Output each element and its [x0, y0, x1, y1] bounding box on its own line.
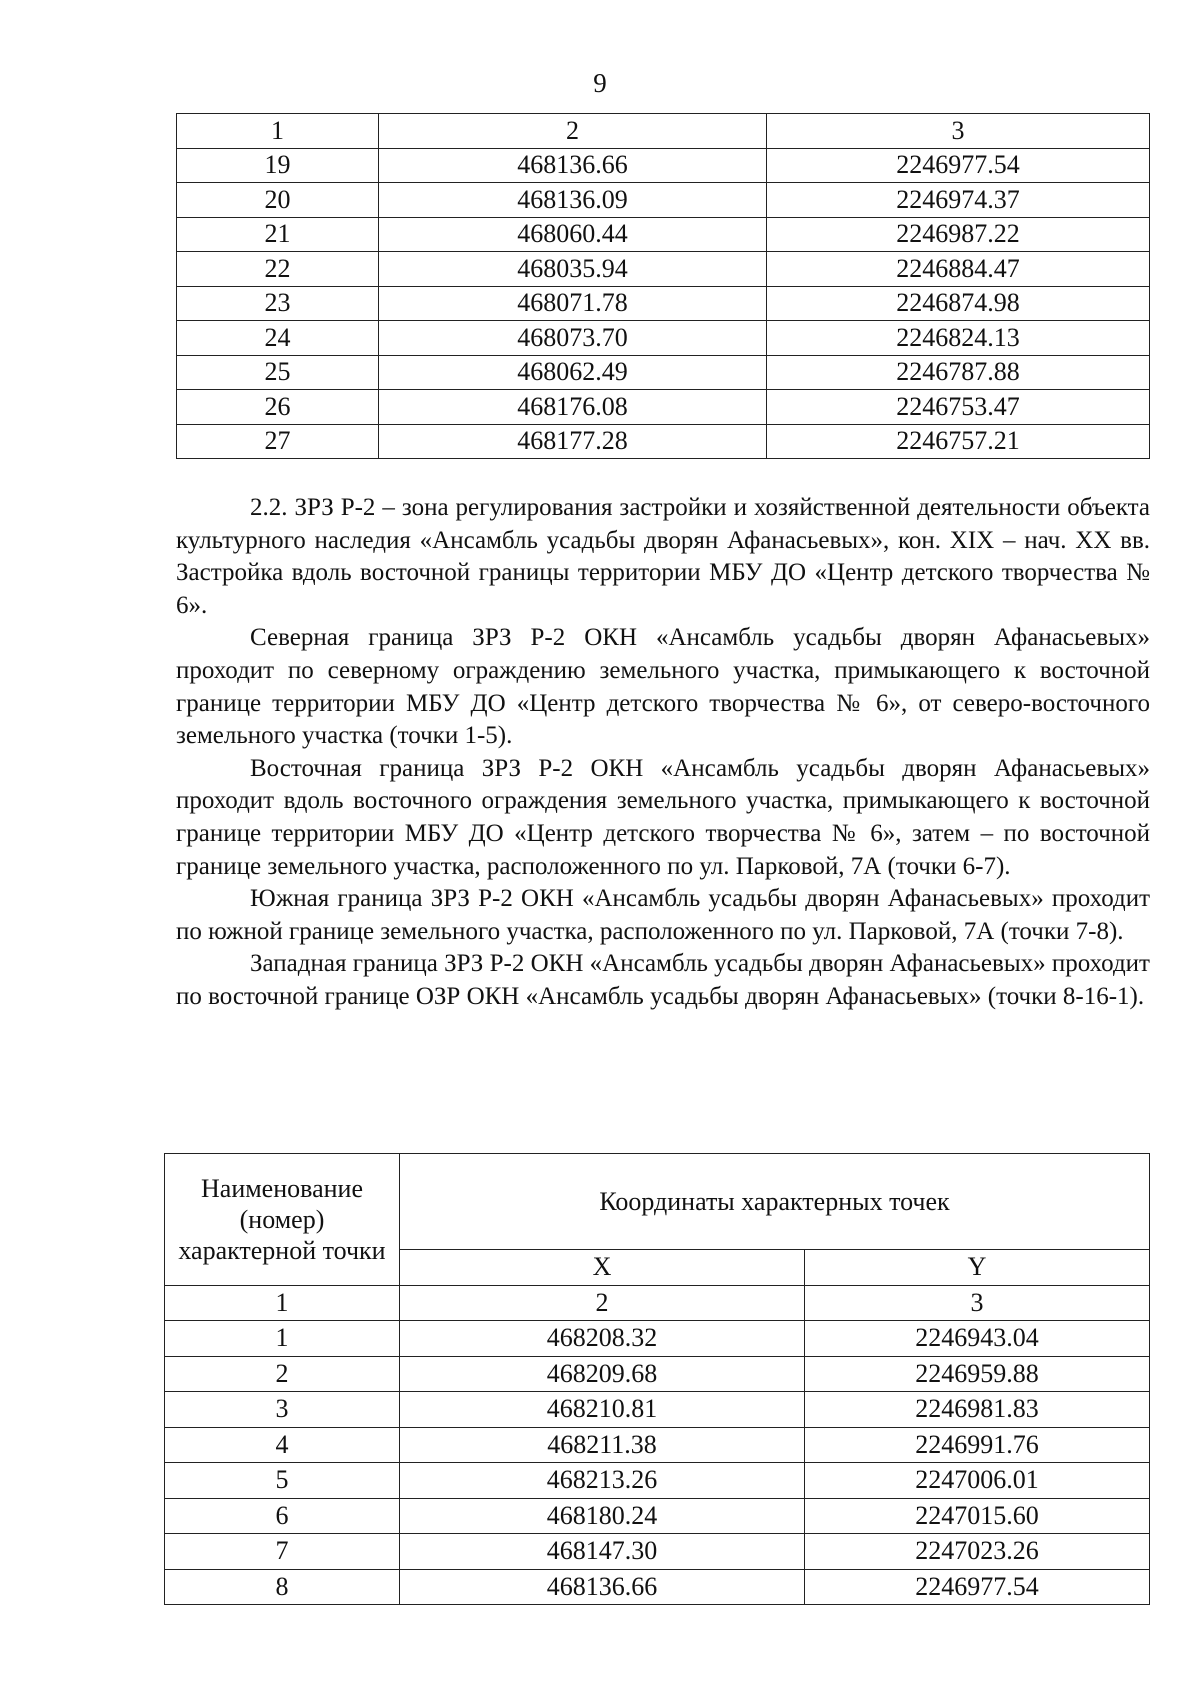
table-cell: 2246959.88	[805, 1356, 1150, 1392]
table-cell: 468071.78	[379, 286, 767, 321]
table-cell: 468136.66	[400, 1569, 805, 1605]
table-numbering-row	[177, 114, 1150, 149]
table-cell: 468208.32	[400, 1321, 805, 1357]
table-row	[165, 1498, 1150, 1534]
table-cell: 25	[177, 355, 379, 390]
table-cell: 1	[165, 1285, 400, 1321]
table-cell: 24	[177, 321, 379, 356]
table-row	[177, 424, 1150, 459]
table-cell: 1	[177, 114, 379, 149]
table-row	[165, 1392, 1150, 1428]
table-cell: 2246977.54	[805, 1569, 1150, 1605]
table-cell: 20	[177, 183, 379, 218]
table-cell: 2247006.01	[805, 1463, 1150, 1499]
characteristic-points-table	[164, 1153, 1150, 1605]
table-row	[177, 148, 1150, 183]
table-cell: 468035.94	[379, 252, 767, 287]
table-cell: 26	[177, 390, 379, 425]
page-number: 9	[593, 68, 607, 98]
table-cell: 2247023.26	[805, 1534, 1150, 1570]
table-row	[165, 1427, 1150, 1463]
table-cell: 21	[177, 217, 379, 252]
table-header-row	[165, 1154, 1150, 1250]
table-cell: 468147.30	[400, 1534, 805, 1570]
paragraph: Западная граница ЗРЗ Р-2 ОКН «Ансамбль усадьбы дворян Афанасьевых» проходит по восточной границе ОЗР ОКН «Ансамбль усадьбы дворян Афанасьевых» (точки 8-16-1).	[176, 950, 1150, 1010]
table-cell: 468213.26	[400, 1463, 805, 1499]
table-cell: 3	[805, 1285, 1150, 1321]
table-cell: 7	[165, 1534, 400, 1570]
zone-description-text	[176, 492, 1150, 1014]
table-cell: 468180.24	[400, 1498, 805, 1534]
table-cell: 468211.38	[400, 1427, 805, 1463]
x-header: X	[400, 1250, 805, 1286]
table-cell: 27	[177, 424, 379, 459]
table-row	[165, 1356, 1150, 1392]
table-cell: 2246874.98	[767, 286, 1150, 321]
table-cell: 2246977.54	[767, 148, 1150, 183]
table-cell: 468073.70	[379, 321, 767, 356]
table-row	[165, 1569, 1150, 1605]
table-row	[177, 355, 1150, 390]
table-cell: 2246943.04	[805, 1321, 1150, 1357]
table-row	[177, 286, 1150, 321]
table-cell: 8	[165, 1569, 400, 1605]
y-header: Y	[805, 1250, 1150, 1286]
table-cell: 19	[177, 148, 379, 183]
table-row	[177, 252, 1150, 287]
table-cell: 4	[165, 1427, 400, 1463]
table-cell: 1	[165, 1321, 400, 1357]
table-row	[177, 217, 1150, 252]
table-cell: 468136.66	[379, 148, 767, 183]
coordinates-table-body	[177, 114, 1150, 459]
table-cell: 5	[165, 1463, 400, 1499]
table-cell: 2246884.47	[767, 252, 1150, 287]
table-numbering-row	[165, 1285, 1150, 1321]
table-cell: 2246753.47	[767, 390, 1150, 425]
table-cell: 2246757.21	[767, 424, 1150, 459]
table-row	[177, 321, 1150, 356]
table-cell: 2247015.60	[805, 1498, 1150, 1534]
table-cell: 23	[177, 286, 379, 321]
point-name-header: Наименование (номер) характерной точки	[165, 1154, 400, 1286]
table-cell: 468176.08	[379, 390, 767, 425]
paragraph: Северная граница ЗРЗ Р-2 ОКН «Ансамбль усадьбы дворян Афанасьевых» проходит по северному ограждению земельного участка, примыкающего к восточной границе территории МБУ ДО «Центр детского творчества № 6», от северо-восточного земельного участка (точки 1-5).	[176, 624, 1150, 750]
table-cell: 468177.28	[379, 424, 767, 459]
paragraph: Восточная граница ЗРЗ Р-2 ОКН «Ансамбль усадьбы дворян Афанасьевых» проходит вдоль восточного ограждения земельного участка, примыкающего к восточной границе территории МБУ ДО «Центр детского творчества № 6», затем – по восточной границе земельного участка, расположенного по ул. Парковой, 7А (точки 6-7).	[176, 754, 1150, 880]
table-cell: 2	[400, 1285, 805, 1321]
table-cell: 2246981.83	[805, 1392, 1150, 1428]
coordinates-header: Координаты характерных точек	[400, 1154, 1150, 1250]
points-table-body	[165, 1154, 1150, 1605]
table-row	[177, 183, 1150, 218]
table-row	[165, 1534, 1150, 1570]
table-cell: 6	[165, 1498, 400, 1534]
table-cell: 2246787.88	[767, 355, 1150, 390]
table-cell: 2246987.22	[767, 217, 1150, 252]
table-cell: 468136.09	[379, 183, 767, 218]
table-cell: 2	[165, 1356, 400, 1392]
table-row	[165, 1463, 1150, 1499]
table-cell: 2246991.76	[805, 1427, 1150, 1463]
coordinates-table-continued	[176, 113, 1150, 459]
paragraph: 2.2. ЗРЗ Р-2 – зона регулирования застройки и хозяйственной деятельности объекта культурного наследия «Ансамбль усадьбы дворян Афанасьевых», кон. XIX – нач. XX вв. Застройка вдоль восточной границы территории МБУ ДО «Центр детского творчества № 6».	[176, 494, 1150, 619]
table-row	[177, 390, 1150, 425]
table-cell: 2246974.37	[767, 183, 1150, 218]
table-cell: 2246824.13	[767, 321, 1150, 356]
table-cell: 468209.68	[400, 1356, 805, 1392]
table-row	[165, 1321, 1150, 1357]
table-cell: 468062.49	[379, 355, 767, 390]
table-cell: 2	[379, 114, 767, 149]
table-cell: 3	[165, 1392, 400, 1428]
table-cell: 3	[767, 114, 1150, 149]
table-cell: 468060.44	[379, 217, 767, 252]
table-cell: 22	[177, 252, 379, 287]
table-cell: 468210.81	[400, 1392, 805, 1428]
paragraph: Южная граница ЗРЗ Р-2 ОКН «Ансамбль усадьбы дворян Афанасьевых» проходит по южной границе земельного участка, расположенного по ул. Парковой, 7А (точки 7-8).	[176, 885, 1150, 945]
